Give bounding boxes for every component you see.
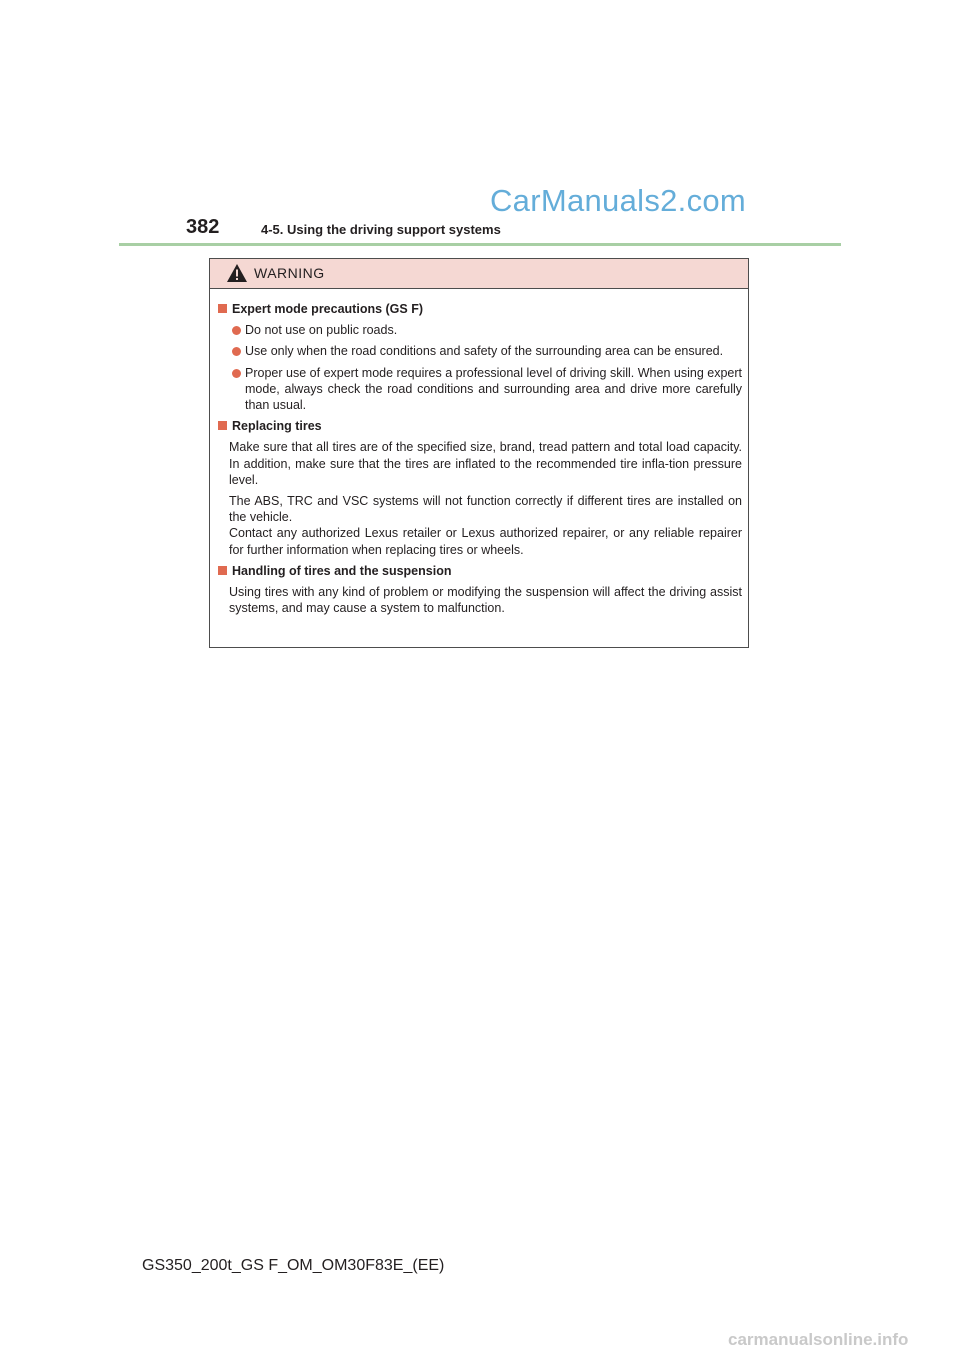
list-item: Use only when the road conditions and safety of the surrounding area can be ensured. [218, 343, 742, 359]
watermark-carmanualsonline: carmanualsonline.info [728, 1330, 909, 1349]
header-rule [119, 243, 841, 246]
section-heading-expert-mode: Expert mode precautions (GS F) [218, 301, 742, 317]
list-item: Do not use on public roads. [218, 322, 742, 338]
warning-label: WARNING [254, 265, 325, 281]
square-bullet-icon [218, 566, 227, 575]
section-title: 4-5. Using the driving support systems [261, 222, 501, 237]
section-heading-replacing-tires: Replacing tires [218, 418, 742, 434]
list-item: Proper use of expert mode requires a professional level of driving skill. When using expert mode, always check the road conditions and surrounding area and drive more carefully than usual. [218, 365, 742, 414]
paragraph: Contact any authorized Lexus retailer or Lexus authorized repairer, or any reliable repairer for further information when replacing tires or wheels. [229, 526, 742, 557]
paragraph: The ABS, TRC and VSC systems will not function correctly if different tires are installed on the vehicle. [229, 494, 742, 525]
warning-header [210, 259, 748, 289]
warning-box [209, 258, 749, 648]
document-code: GS350_200t_GS F_OM_OM30F83E_(EE) [142, 1257, 445, 1274]
section-heading-handling-tires: Handling of tires and the suspension [218, 563, 742, 579]
paragraph: Make sure that all tires are of the specified size, brand, tread pattern and total load capacity. In addition, make sure that the tires are inflated to the recommended tire infla-tion pressure level. [229, 440, 742, 487]
circle-bullet-icon [232, 347, 241, 356]
circle-bullet-icon [232, 369, 241, 378]
square-bullet-icon [218, 304, 227, 313]
circle-bullet-icon [232, 326, 241, 335]
warning-body [210, 289, 748, 616]
page-number: 382 [186, 216, 220, 238]
square-bullet-icon [218, 421, 227, 430]
paragraph: Using tires with any kind of problem or modifying the suspension will affect the driving assist systems, and may cause a system to malfunction. [229, 585, 742, 616]
warning-triangle-icon [226, 263, 248, 283]
watermark-carmanuals2: CarManuals2.com [490, 183, 747, 218]
